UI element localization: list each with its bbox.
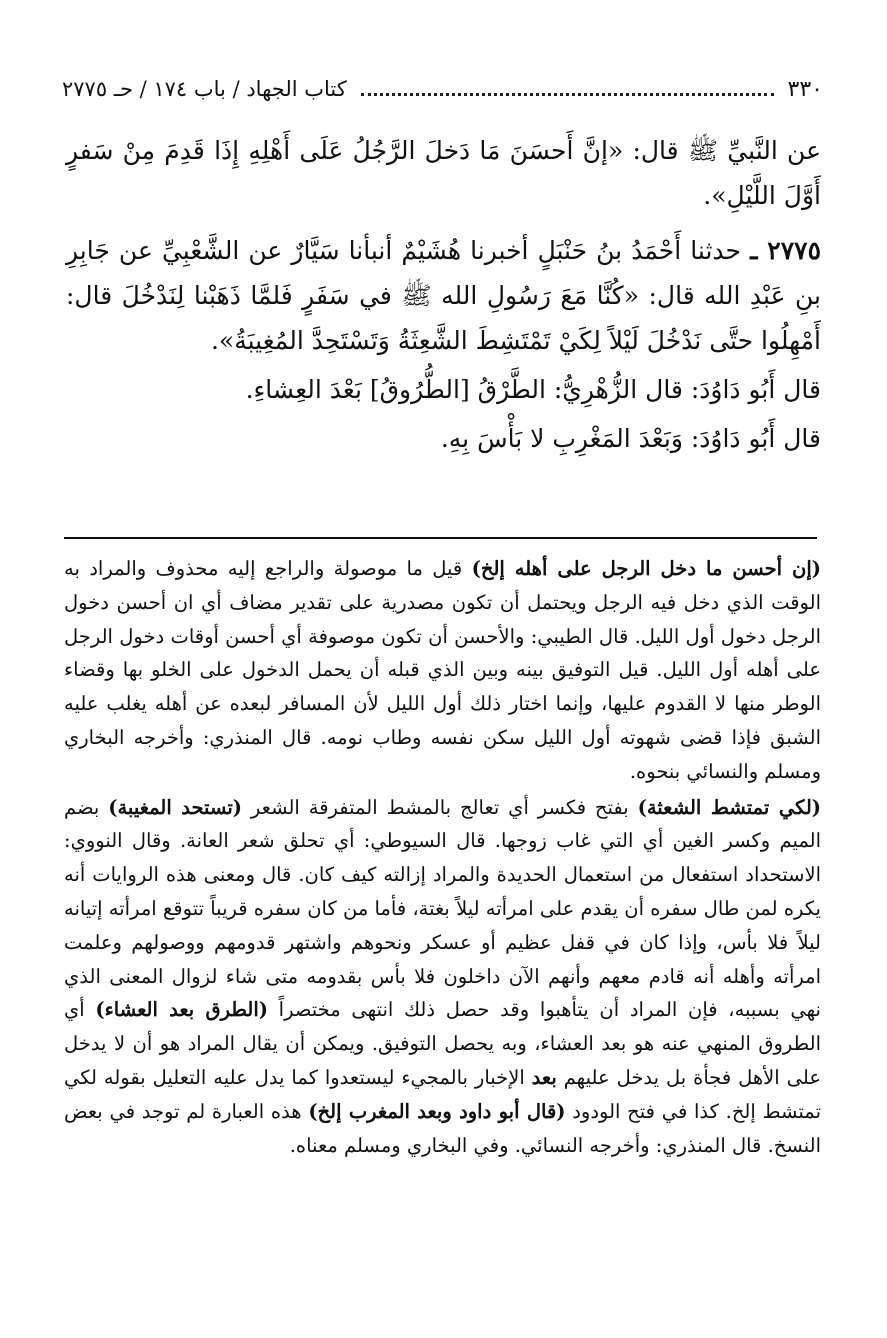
previous-hadith-ending: عن النَّبيِّ ﷺ قال: «إنَّ أَحسَنَ مَا دَخلَ الرَّجُلُ عَلَى أَهْلِهِ إِذَا قَدِمَ مِنْ سَفرٍ أَوَّلَ اللَّيْلِ». bbox=[66, 136, 821, 210]
hadith-text-block bbox=[66, 128, 821, 461]
header-dotted-leader bbox=[361, 91, 774, 96]
commentary-lemma: (قال أبو داود وبعد المغرب إلخ) bbox=[308, 1099, 566, 1123]
commentary-lemma: (لكي تمتشط الشعثة) bbox=[637, 795, 822, 819]
commentary-text: بفتح فكسر أي تعالج بالمشط المتفرقة الشعر bbox=[250, 795, 629, 819]
footnote-separator-line bbox=[64, 537, 817, 539]
commentary-emphasis: بعد bbox=[531, 1065, 557, 1089]
commentary-text: قيل ما موصولة والراجع إليه محذوف والمراد به الوقت الذي دخل فيه الرجل ويحتمل أن تكون مصدرية على تقدير مضاف أي ان أحسن دخول الرجل دخول أول الليل. قال الطيبي: والأحسن أن تكون موصوفة أي أحسن أوقات دخول الرجل على أهله أول الليل. قيل التوفيق بينه وبين الذي قبله أن يحمل الدخول على الخلو بها وقضاء الوطر منها لا القدوم عليها، وإنما اختار ذلك أول الليل لأن المسافر لبعده عن أهله يغلب عليه الشبق فإذا قضى شهوته أول الليل سكن نفسه وطاب نومه. قال المنذري: وأخرجه البخاري ومسلم والنسائي بنحوه. bbox=[64, 557, 821, 783]
running-head: كتاب الجهاد / باب ١٧٤ / حـ ٢٧٧٥ bbox=[62, 77, 347, 101]
hadith-2775 bbox=[66, 228, 821, 363]
commentary-text: بضم الميم وكسر الغين أي التي غاب زوجها. قال السيوطي: أي تحلق شعر العانة. وقال النووي: الاستحداد استفعال من استعمال الحديدة والمراد إزالته كيف كان. قال ومعنى هذه الروايات أنه يكره لمن طال سفره أن يقدم على امرأته ليلاً بغتة، فأما من كان سفره قريباً تتوقع امرأته إتيانه ليلاً فلا بأس، وإذا كان في قفل عظيم أو عسكر ونحوهم واشتهر قدومهم ووصولهم وعلمت امرأته وأهله أنه قادم معهم وأنهم الآن داخلون فلا بأس بقدومه متى شاء لزوال المعنى الذي نهي بسببه، فإن المراد أن يتأهبوا وقد حصل ذلك انتهى مختصراً bbox=[64, 795, 821, 1022]
abu-dawud-note-2: قال أَبُو دَاوُدَ: وَبَعْدَ المَغْرِبِ لا بَأْسَ بِهِ. bbox=[440, 424, 821, 453]
page-header bbox=[62, 72, 823, 106]
hadith-body: حدثنا أَحْمَدُ بنُ حَنْبَلٍ أخبرنا هُشَيْمٌ أنبأنا سَيَّارٌ عن الشَّعْبِيِّ عن جَابِرِ بنِ عَبْدِ الله قال: «كُنَّا مَعَ رَسُولِ الله ﷺ في سَفَرٍ فَلمَّا ذَهَبْنا لِنَدْخُلَ قال: أَمْهِلُوا حتَّى نَدْخُلَ لَيْلاً لِكَيْ تَمْتَشِطَ الشَّعِثَةُ وَتَسْتَحِدَّ المُغِيبَةُ». bbox=[66, 236, 821, 355]
commentary-text: أي الطروق المنهي عنه هو بعد العشاء، وبه يحصل التوفيق. ويمكن أن يقال المراد هو أن لا يدخل على الأهل فجأة بل يدخل عليهم bbox=[64, 998, 821, 1089]
abu-dawud-note-1: قال أَبُو دَاوُدَ: قال الزُّهْرِيُّ: الطَّرْقُ [الطُّرُوقُ] بَعْدَ العِشاءِ. bbox=[245, 375, 821, 404]
commentary-text: الإخبار بالمجيء ليستعدوا كما يدل عليه التعليل بقوله لكي تمتشط إلخ. كذا في فتح الودود bbox=[64, 1065, 822, 1123]
commentary-text: هذه العبارة لم توجد في بعض النسخ. قال المنذري: وأخرجه النسائي. وفي البخاري ومسلم معناه. bbox=[64, 1099, 821, 1157]
page-number: ٣٣٠ bbox=[787, 76, 823, 102]
hadith-number: ٢٧٧٥ ـ bbox=[750, 236, 821, 265]
commentary-paragraph-1 bbox=[64, 552, 821, 789]
commentary-paragraph-2 bbox=[64, 791, 821, 1163]
commentary-lemma: (تستحد المغيبة) bbox=[108, 795, 242, 819]
commentary-lemma: (الطرق بعد العشاء) bbox=[95, 998, 268, 1022]
commentary-block bbox=[64, 552, 821, 1162]
commentary-lemma: (إن أحسن ما دخل الرجل على أهله إلخ) bbox=[471, 557, 821, 580]
